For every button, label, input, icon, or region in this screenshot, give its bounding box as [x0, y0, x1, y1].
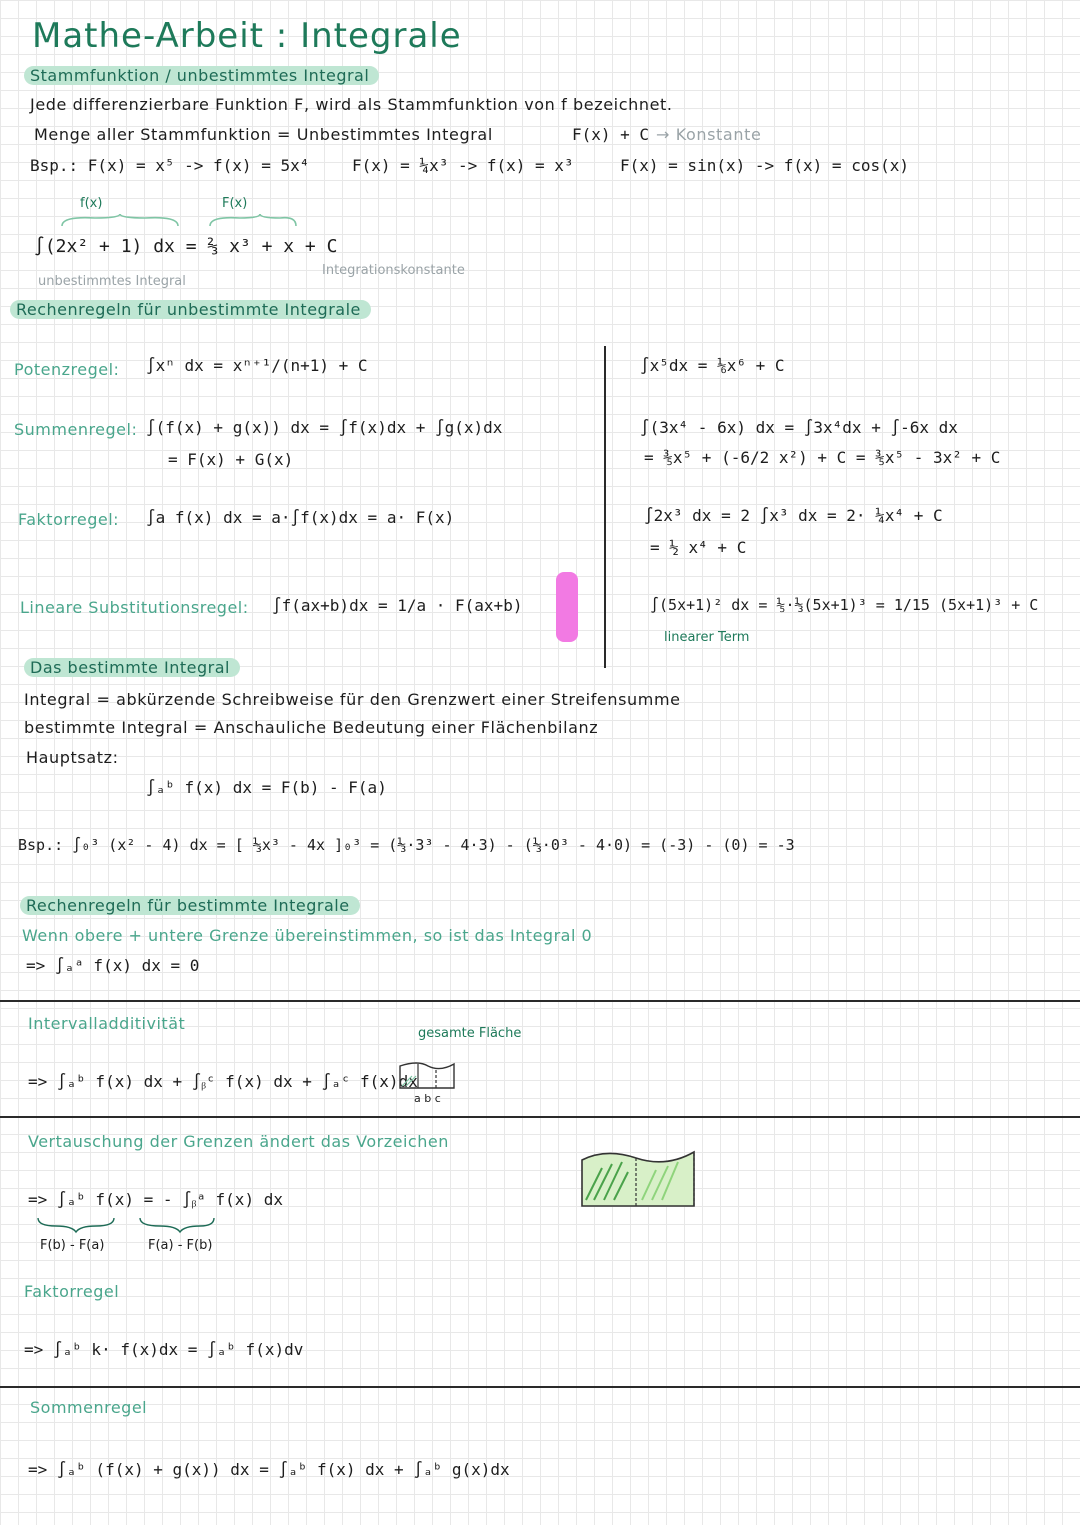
label-linearer-term: linearer Term [664, 630, 750, 645]
example-summenregel-2: = ⅗x⁵ + (-6/2 x²) + C = ⅗x⁵ - 3x² + C [644, 448, 1001, 467]
heading-stammfunktion: Stammfunktion / unbestimmtes Integral [24, 66, 379, 85]
example: F(x) = ¼x³ -> f(x) = x³ [352, 156, 574, 175]
label-gesamte-flaeche: gesamte Fläche [418, 1026, 522, 1041]
area-sketch-small [398, 1056, 458, 1092]
heading-intervalladditivitaet: Intervalladditivität [28, 1014, 186, 1033]
formula-vertauschung: => ∫ₐᵇ f(x) = - ∫ᵦᵃ f(x) dx [28, 1190, 283, 1209]
formula-intervalladditivitaet: => ∫ₐᵇ f(x) dx + ∫ᵦᶜ f(x) dx + ∫ₐᶜ f(x)dx [28, 1072, 418, 1091]
label-Fa-Fb: F(a) - F(b) [148, 1238, 213, 1253]
formula-summenregel: ∫(f(x) + g(x)) dx = ∫f(x)dx + ∫g(x)dx [146, 418, 503, 437]
highlighter-mark [556, 572, 578, 642]
heading-faktorregel: Faktorregel [24, 1282, 120, 1301]
heading-vertauschung: Vertauschung der Grenzen ändert das Vorzeichen [28, 1132, 449, 1151]
label-abc: a b c [414, 1092, 441, 1105]
brace-marks [60, 212, 300, 232]
text-line: bestimmte Integral = Anschauliche Bedeutung einer Flächenbilanz [24, 718, 599, 737]
label-unbestimmt: unbestimmtes Integral [38, 274, 186, 289]
text-line: Menge aller Stammfunktion = Unbestimmtes Integral [34, 125, 493, 144]
label-Fx: F(x) [222, 196, 248, 211]
text-line: Integral = abkürzende Schreibweise für den Grenzwert einer Streifensumme [24, 690, 681, 709]
label-faktorregel: Faktorregel: [18, 510, 120, 529]
divider [0, 1116, 1080, 1118]
formula-faktorregel: ∫a f(x) dx = a·∫f(x)dx = a· F(x) [146, 508, 455, 527]
page-title: Mathe-Arbeit : Integrale [32, 16, 462, 56]
formula-summenregel-2: = F(x) + G(x) [168, 450, 294, 469]
text-line: Wenn obere + untere Grenze übereinstimmen, so ist das Integral 0 [22, 926, 593, 945]
brace-marks [36, 1216, 226, 1234]
example-lineare-substitution: ∫(5x+1)² dx = ⅕·⅓(5x+1)³ = 1/15 (5x+1)³ + C [650, 596, 1039, 614]
formula-hauptsatz: ∫ₐᵇ f(x) dx = F(b) - F(a) [146, 778, 387, 797]
text-line: Jede differenzierbare Funktion F, wird als Stammfunktion von f bezeichnet. [30, 95, 673, 114]
label-integrationskonstante: Integrationskonstante [322, 263, 465, 278]
formula-lineare-substitution: ∫f(ax+b)dx = 1/a · F(ax+b) [272, 596, 523, 615]
formula-potenzregel: ∫xⁿ dx = xⁿ⁺¹/(n+1) + C [146, 356, 368, 375]
formula-gleiche-grenzen: => ∫ₐᵃ f(x) dx = 0 [26, 956, 200, 975]
heading-rechenregeln-unbestimmt: Rechenregeln für unbestimmte Integrale [10, 300, 371, 319]
example-faktorregel: ∫2x³ dx = 2 ∫x³ dx = 2· ¼x⁴ + C [644, 506, 943, 525]
divider-vertical [604, 346, 606, 668]
example-potenzregel: ∫x⁵dx = ⅙x⁶ + C [640, 356, 785, 375]
example: Bsp.: F(x) = x⁵ -> f(x) = 5x⁴ [30, 156, 310, 175]
heading-sommenregel: Sommenregel [30, 1398, 148, 1417]
formula-integral-example: ∫(2x² + 1) dx = ⅔ x³ + x + C [34, 236, 338, 257]
label-Fb-Fa: F(b) - F(a) [40, 1238, 105, 1253]
heading-rechenregeln-bestimmt: Rechenregeln für bestimmte Integrale [20, 896, 360, 915]
formula-sommenregel: => ∫ₐᵇ (f(x) + g(x)) dx = ∫ₐᵇ f(x) dx + ∫ₐᵇ g(x)dx [28, 1460, 510, 1479]
divider [0, 1000, 1080, 1002]
label-lineare-substitution: Lineare Substitutionsregel: [20, 598, 249, 617]
example-summenregel: ∫(3x⁴ - 6x) dx = ∫3x⁴dx + ∫-6x dx [640, 418, 958, 437]
example-bestimmtes-integral: Bsp.: ∫₀³ (x² - 4) dx = [ ⅓x³ - 4x ]₀³ = (⅓·3³ - 4·3) - (⅓·0³ - 4·0) = (-3) - (0) = -3 [18, 836, 795, 854]
formula-faktorregel-bestimmt: => ∫ₐᵇ k· f(x)dx = ∫ₐᵇ f(x)dv [24, 1340, 304, 1359]
heading-bestimmtes-integral: Das bestimmte Integral [24, 658, 240, 677]
example: F(x) = sin(x) -> f(x) = cos(x) [620, 156, 909, 175]
label-fx: f(x) [80, 196, 103, 211]
area-sketch [576, 1144, 712, 1210]
label-summenregel: Summenregel: [14, 420, 138, 439]
annotation: → Konstante [656, 125, 762, 144]
divider [0, 1386, 1080, 1388]
label-potenzregel: Potenzregel: [14, 360, 120, 379]
formula: F(x) + C [572, 125, 650, 144]
example-faktorregel-2: = ½ x⁴ + C [650, 538, 747, 557]
label-hauptsatz: Hauptsatz: [26, 748, 119, 767]
